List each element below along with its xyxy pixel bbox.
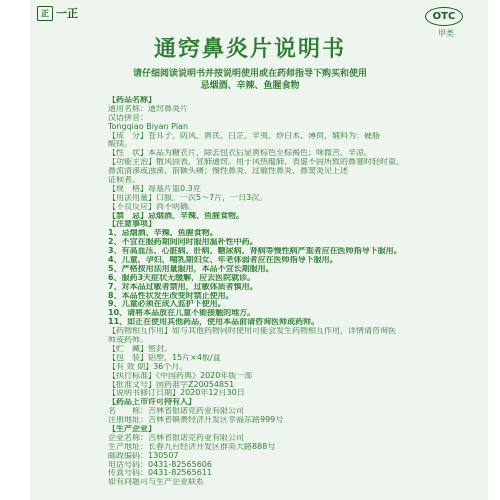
text-line: 【成 分】苍耳子、防风、黄芪、白芷、辛夷、炒白术、薄荷，辅料为：硬脂 — [108, 131, 380, 140]
text-line: 通用名称：通窍鼻炎片 — [108, 104, 188, 113]
text-line: 传真号码：0431-82565611 — [108, 469, 212, 478]
text-line: 【规 格】每基片重0.3克 — [108, 184, 201, 193]
text-line: 【贮 藏】密封。 — [108, 344, 172, 353]
text-line: 11、如正在使用其他药品，使用本品前请咨询医师或药师。 — [108, 318, 320, 327]
brand-logo-mark: 正 — [37, 6, 53, 21]
text-line: 【说明书修订日期】2020年12月30日 — [108, 389, 245, 398]
text-line: 【不良反应】尚不明确。 — [108, 202, 196, 211]
text-line: 6、服药3天症状无缓解，应去医院就诊。 — [108, 273, 256, 282]
notice-line-2: 忌烟酒、辛辣、鱼腥食物 — [200, 81, 300, 91]
text-line: 鼻流清涕或浊涕、前额头痛；慢性鼻炎、过敏性鼻炎、鼻窦炎见上述 — [108, 167, 348, 176]
brand-logo — [37, 5, 78, 21]
text-line: 9、儿童必须在成人监护下使用。 — [108, 300, 226, 309]
text-line: 4、儿童、孕妇、哺乳期妇女、年老体弱者应在医师指导下服用。 — [108, 256, 338, 265]
text-line: 证候者。 — [108, 176, 140, 185]
text-line: 【执行标准】《中国药典》2020年版一部 — [108, 371, 253, 380]
text-line: 【用法用量】口服。一次5～7片，一日3次。 — [108, 193, 268, 202]
text-line: 【有 效 期】36个月。 — [108, 362, 188, 371]
text-line: 电话号码：0431-82565606 — [108, 460, 212, 469]
text-line: 2、不宜在服药期间同时服用温补性中药。 — [108, 238, 258, 247]
text-line: 师或药师。 — [108, 336, 148, 345]
otc-class-label: 甲类 — [438, 29, 454, 38]
notice-line-1: 请仔细阅读说明书并按说明使用或在药师指导下购买和使用 — [132, 69, 367, 79]
text-line: 3、有高血压、心脏病、肝病、糖尿病、肾病等慢性病严重者应在医师指导下服用。 — [108, 247, 402, 256]
brand-logo-text: 一正 — [56, 7, 78, 20]
section-heading: 【注意事项】 — [108, 220, 156, 229]
text-line: 【功能主治】散风固表，宣肺通窍。用于风热蕴肺、表虚不固所致的鼻塞时轻时重、 — [108, 158, 404, 167]
text-line: 8、本品性状发生改变时禁止使用。 — [108, 291, 234, 300]
text-line: 【性 状】本品为糖衣片，除去包衣后显黄棕色至棕褐色；味微苦、辛凉。 — [108, 149, 372, 158]
text-line: 1、忌烟酒、辛辣、鱼腥食物。 — [108, 229, 218, 238]
otc-badge: OTC — [425, 7, 463, 26]
text-line: 注册地址：吉林省镇赉经济开发区幸福东路999号 — [108, 416, 284, 425]
section-heading: 【药品名称】 — [108, 96, 156, 104]
text-line: 名 称：吉林省银诺克药业有限公司 — [108, 407, 244, 416]
text-line: 如有问题可与生产企业联系 — [108, 478, 204, 487]
text-line: 生产地址：长春九台经济开发区群英大路888号 — [108, 442, 276, 451]
text-line: 企业名称：吉林省银诺克药业有限公司 — [108, 433, 244, 442]
text-line: 7、对本品过敏者禁用，过敏体质者慎用。 — [108, 282, 258, 291]
leaflet-body — [108, 96, 460, 487]
text-line: 【批准文号】国药准字Z20054851 — [108, 380, 235, 389]
section-heading: 【生产企业】 — [108, 424, 156, 433]
text-line: 汉语拼音： — [108, 113, 148, 122]
text-line: 邮政编码：130507 — [108, 451, 179, 460]
page-title: 通窍鼻炎片说明书 — [153, 37, 346, 62]
section-heading: 【药品上市许可持有人】 — [108, 398, 196, 407]
text-line: 5、严格按用法用量服用，本品不宜长期服用。 — [108, 264, 274, 273]
text-line: 10、请将本品放在儿童不能接触的地方。 — [108, 309, 256, 318]
text-line: Tongqiao Biyan Pian — [108, 122, 189, 131]
text-line: 酸镁。 — [108, 140, 132, 149]
text-line: 【禁 忌】忌烟酒、辛辣、鱼腥食物。 — [108, 211, 244, 220]
text-line: 【药物相互作用】如与其他药物同时使用可能会发生药物相互作用，详情请咨询医 — [108, 327, 396, 336]
text-line: 【包 装】铝塑，15片×4板/盒 — [108, 353, 221, 362]
